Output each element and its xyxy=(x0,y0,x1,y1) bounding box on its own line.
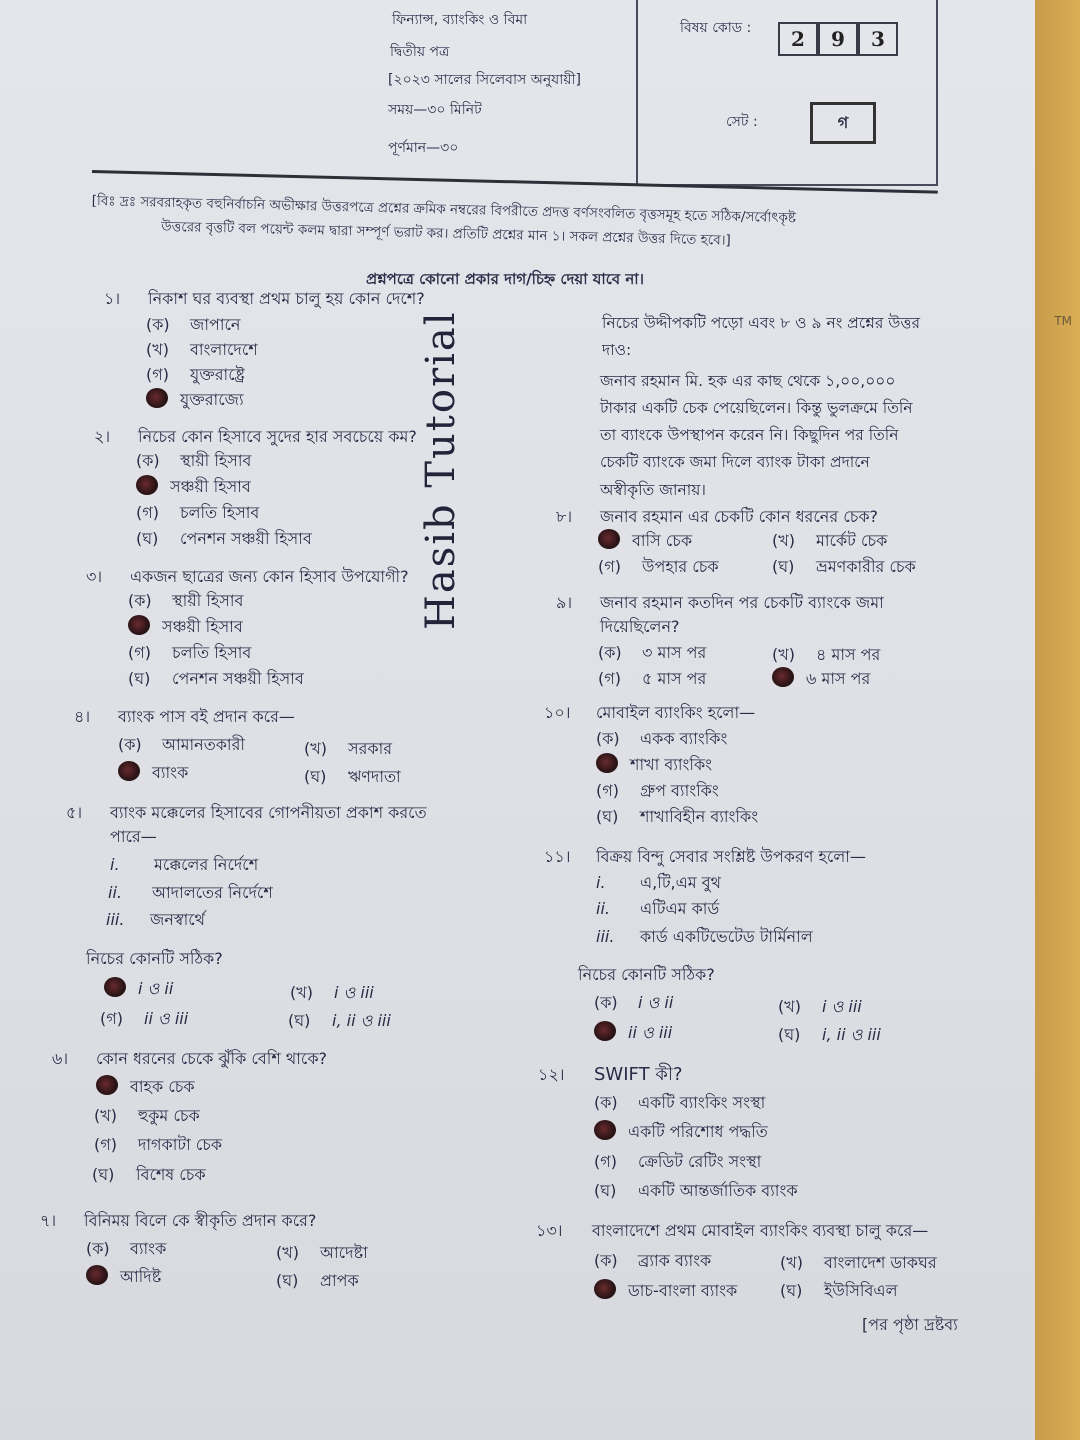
option-q1-b xyxy=(146,337,258,364)
option-q4-a xyxy=(118,732,245,759)
option-text: বাহক চেক xyxy=(130,1077,195,1096)
option-q1-d xyxy=(146,387,244,414)
question-text: একজন ছাত্রের জন্য কোন হিসাব উপযোগী? xyxy=(130,567,409,586)
question-number: ১। xyxy=(104,289,121,308)
option-text: i ও iii xyxy=(822,997,862,1016)
option-text: বিশেষ চেক xyxy=(136,1165,206,1184)
roman-label: ii. xyxy=(596,899,610,918)
option-label: (ঘ) xyxy=(128,669,151,688)
tm-mark: TM xyxy=(1054,314,1072,328)
option-label: (ঘ) xyxy=(596,807,619,826)
option-q6-c xyxy=(94,1132,222,1159)
option-label: (গ) xyxy=(128,643,151,662)
question-number: ৭। xyxy=(40,1211,57,1230)
option-text: পেনশন সঞ্চয়ী হিসাব xyxy=(180,529,312,548)
option-text: i ও iii xyxy=(334,983,374,1002)
option-label: (গ) xyxy=(596,781,619,800)
filled-bubble-icon xyxy=(104,977,126,997)
option-q3-b xyxy=(128,614,243,641)
option-text: চলতি হিসাব xyxy=(172,643,252,662)
option-label: (ক) xyxy=(594,993,618,1012)
question-text: জনাব রহমান কতদিন পর চেকটি ব্যাংকে জমা xyxy=(600,593,884,612)
option-text: ৪ মাস পর xyxy=(816,645,881,664)
option-text: চলতি হিসাব xyxy=(180,503,260,522)
option-q8-d xyxy=(772,554,916,581)
filled-bubble-icon xyxy=(146,388,168,408)
instructions-block xyxy=(91,190,952,258)
question-text: মোবাইল ব্যাংকিং হলো— xyxy=(596,703,756,722)
option-label: (ক) xyxy=(598,643,622,662)
option-text: বাসি চেক xyxy=(632,531,693,550)
question-number: ৫। xyxy=(66,803,83,822)
option-label: (ঘ) xyxy=(288,1011,311,1030)
option-label: (ক) xyxy=(594,1251,618,1270)
question-text: ব্যাংক মক্কেলের হিসাবের গোপনীয়তা প্রকাশ করতে xyxy=(110,803,427,822)
statement-i xyxy=(596,870,721,897)
option-q10-b xyxy=(596,752,712,779)
option-label: (ঘ) xyxy=(92,1165,115,1184)
filled-bubble-icon xyxy=(594,1120,616,1140)
option-label: (খ) xyxy=(276,1243,299,1262)
paper-label: দ্বিতীয় পত্র xyxy=(390,44,450,60)
option-text: একটি ব্যাংকিং সংস্থা xyxy=(638,1093,766,1112)
option-q9-c xyxy=(598,666,706,693)
code-digit: 9 xyxy=(818,22,858,56)
instruction-line: [বিঃ দ্রঃ সরবরাহকৃত বহুনির্বাচনি অভীক্ষার উত্তরপত্রে প্রশ্নের ক্রমিক নম্বরের বিপরীতে প্রদত্ত বর্ণসংবলিত বৃত্তসমূহ হতে সঠিক/সর্বোৎকৃষ্ট xyxy=(91,192,797,227)
option-text: যুক্তরাষ্ট্রে xyxy=(190,365,245,384)
option-text: ৬ মাস পর xyxy=(806,669,871,688)
option-q4-c xyxy=(118,760,188,787)
option-label: (ক) xyxy=(136,451,160,470)
option-label: (খ) xyxy=(780,1253,803,1272)
statement-ii xyxy=(108,880,273,907)
stimulus-line: জনাব রহমান মি. হক এর কাছ থেকে ১,০০,০০০ xyxy=(600,372,896,390)
option-q11-b xyxy=(778,994,862,1021)
which-correct-label: নিচের কোনটি সঠিক? xyxy=(578,965,715,984)
question-text-cont: দিয়েছিলেন? xyxy=(600,617,680,636)
question-number: ৪। xyxy=(74,707,91,726)
option-text: পেনশন সঞ্চয়ী হিসাব xyxy=(172,669,304,688)
option-text: স্থায়ী হিসাব xyxy=(172,591,244,610)
option-text: জাপানে xyxy=(190,315,241,334)
option-q7-b xyxy=(276,1240,368,1267)
option-q10-a xyxy=(596,726,727,753)
option-label: (গ) xyxy=(100,1009,123,1028)
option-q12-a xyxy=(594,1090,765,1117)
option-q2-c xyxy=(136,500,259,527)
option-text: ৫ মাস পর xyxy=(642,669,707,688)
option-label: (ঘ) xyxy=(276,1271,299,1290)
statement-ii xyxy=(596,896,719,923)
filled-bubble-icon xyxy=(136,475,158,495)
option-text: সরকার xyxy=(348,739,393,758)
question-number: ৬। xyxy=(52,1049,69,1068)
question-text: জনাব রহমান এর চেকটি কোন ধরনের চেক? xyxy=(600,507,879,526)
stimulus-line: অস্বীকৃতি জানায়। xyxy=(600,480,706,499)
option-q7-d xyxy=(276,1268,359,1295)
stimulus-intro xyxy=(602,310,944,364)
option-text: ডাচ-বাংলা ব্যাংক xyxy=(628,1281,738,1300)
option-q9-d xyxy=(772,666,870,693)
which-correct-label: নিচের কোনটি সঠিক? xyxy=(86,949,223,968)
handwritten-watermark: Hasib Tutorial xyxy=(418,310,464,630)
statement-iii xyxy=(106,907,205,934)
option-text: সঞ্চয়ী হিসাব xyxy=(162,617,243,636)
option-text: দাগকাটা চেক xyxy=(138,1135,223,1154)
statement-text: এ,টি,এম বুথ xyxy=(640,873,722,892)
option-text: একটি পরিশোধ পদ্ধতি xyxy=(628,1122,768,1141)
question-11 xyxy=(544,844,866,871)
option-label: (ঘ) xyxy=(136,529,159,548)
option-label: (খ) xyxy=(772,531,795,550)
filled-bubble-icon xyxy=(86,1265,108,1285)
statement-i xyxy=(110,852,258,879)
option-q4-d xyxy=(304,764,401,791)
code-digit: 2 xyxy=(778,22,818,56)
question-number: ৯। xyxy=(556,593,573,612)
option-text: ii ও iii xyxy=(144,1009,189,1028)
filled-bubble-icon xyxy=(594,1021,616,1041)
question-6 xyxy=(52,1046,327,1073)
option-text: উপহার চেক xyxy=(642,557,719,576)
option-label: (ঘ) xyxy=(772,557,795,576)
option-text: গ্রুপ ব্যাংকিং xyxy=(640,781,719,800)
option-q2-d xyxy=(136,526,312,553)
option-text: স্থায়ী হিসাব xyxy=(180,451,252,470)
option-q7-a xyxy=(86,1236,166,1263)
statement-text: মক্কেলের নির্দেশে xyxy=(154,855,259,874)
option-label: (ঘ) xyxy=(594,1181,617,1200)
option-q13-a xyxy=(594,1248,711,1275)
roman-label: i. xyxy=(596,873,606,892)
option-q3-d xyxy=(128,666,304,693)
question-10 xyxy=(544,700,755,727)
option-text: ইউসিবিএল xyxy=(824,1281,898,1300)
option-q10-d xyxy=(596,804,758,831)
option-text: i ও ii xyxy=(138,979,174,998)
roman-label: iii. xyxy=(596,927,615,946)
option-label: (খ) xyxy=(146,340,169,359)
option-label: (খ) xyxy=(778,997,801,1016)
option-text: একক ব্যাংকিং xyxy=(640,729,728,748)
option-label: (ঘ) xyxy=(304,767,327,786)
option-q11-d xyxy=(778,1022,881,1049)
option-label: (খ) xyxy=(290,983,313,1002)
question-text: নিচের কোন হিসাবে সুদের হার সবচেয়ে কম? xyxy=(138,427,417,446)
question-text: নিকাশ ঘর ব্যবস্থা প্রথম চালু হয় কোন দেশে? xyxy=(148,289,425,308)
question-text: ব্যাংক পাস বই প্রদান করে— xyxy=(118,707,295,726)
option-label: (গ) xyxy=(598,669,621,688)
roman-label: iii. xyxy=(106,910,125,929)
filled-bubble-icon xyxy=(598,529,620,549)
no-mark-notice: প্রশ্নপত্রে কোনো প্রকার দাগ/চিহ্ন দেয়া যাবে না। xyxy=(366,270,645,288)
set-value: গ xyxy=(810,102,876,144)
option-label: (ঘ) xyxy=(780,1281,803,1300)
option-text: আমানতকারী xyxy=(162,735,245,754)
option-q10-c xyxy=(596,778,719,805)
statement-text: এটিএম কার্ড xyxy=(640,899,720,918)
option-text: ক্রেডিট রেটিং সংস্থা xyxy=(638,1152,762,1171)
question-text-cont: পারে— xyxy=(110,827,157,846)
option-q2-a xyxy=(136,448,251,475)
option-text: বাংলাদেশে xyxy=(190,340,258,359)
question-text: কোন ধরনের চেকে ঝুঁকি বেশি থাকে? xyxy=(96,1049,328,1068)
question-number: ৩। xyxy=(86,567,103,586)
question-text: বাংলাদেশে প্রথম মোবাইল ব্যাংকিং ব্যবস্থা চালু করে— xyxy=(592,1221,929,1240)
option-label: (গ) xyxy=(94,1135,117,1154)
option-q1-a xyxy=(146,312,240,339)
stimulus-intro-line: দাও: xyxy=(602,341,632,360)
option-label: (ক) xyxy=(128,591,152,610)
option-label: (ক) xyxy=(118,735,142,754)
option-q12-d xyxy=(594,1178,798,1205)
option-q5-c xyxy=(100,1006,188,1033)
option-text: ব্র্যাক ব্যাংক xyxy=(638,1251,712,1270)
question-8 xyxy=(556,504,878,531)
stimulus-line: চেকটি ব্যাংকে জমা দিলে ব্যাংক টাকা প্রদানে xyxy=(600,453,870,472)
question-2 xyxy=(94,424,417,451)
statement-iii xyxy=(596,924,813,951)
question-4 xyxy=(74,704,295,731)
option-q2-b xyxy=(136,474,251,501)
option-q6-b xyxy=(94,1103,200,1130)
stimulus-line: তা ব্যাংকে উপস্থাপন করেন নি। কিছুদিন পর তিনি xyxy=(600,426,899,445)
question-9 xyxy=(556,590,884,617)
option-q5-d xyxy=(288,1008,391,1035)
question-number: ১৩। xyxy=(536,1221,563,1240)
question-number: ১০। xyxy=(544,703,571,722)
option-label: (ক) xyxy=(596,729,620,748)
option-q13-d xyxy=(780,1278,898,1305)
option-text: সঞ্চয়ী হিসাব xyxy=(170,477,251,496)
instruction-line: উত্তরের বৃত্তটি বল পয়েন্ট কলম দ্বারা সম্পূর্ণ ভরাট কর। প্রতিটি প্রশ্নের মান ১। সকল প্রশ্নের উত্তর দিতে হবে।] xyxy=(160,218,731,249)
full-marks-label: পূর্ণমান—৩০ xyxy=(388,140,459,156)
option-q6-d xyxy=(92,1162,206,1189)
time-label: সময়—৩০ মিনিট xyxy=(388,102,482,118)
filled-bubble-icon xyxy=(772,667,794,687)
option-label: (গ) xyxy=(598,557,621,576)
question-7 xyxy=(40,1208,316,1235)
option-text: শাখাবিহীন ব্যাংকিং xyxy=(640,807,759,826)
question-1 xyxy=(104,286,425,313)
question-13 xyxy=(536,1218,928,1245)
option-text: ii ও iii xyxy=(628,1023,673,1042)
option-q3-a xyxy=(128,588,243,615)
question-number: ১১। xyxy=(544,847,571,866)
option-q9-b xyxy=(772,642,880,669)
option-label: (খ) xyxy=(772,645,795,664)
option-text: i ও ii xyxy=(638,993,674,1012)
option-q1-c xyxy=(146,362,245,389)
syllabus-note: [২০২৩ সালের সিলেবাস অনুযায়ী] xyxy=(388,72,582,88)
option-q8-a xyxy=(598,528,692,555)
option-label: (গ) xyxy=(146,365,169,384)
statement-text: কার্ড একটিভেটেড টার্মিনাল xyxy=(640,927,813,946)
question-text: বিনিময় বিলে কে স্বীকৃতি প্রদান করে? xyxy=(84,1211,317,1230)
option-text: i, ii ও iii xyxy=(332,1011,391,1030)
option-text: হুকুম চেক xyxy=(138,1106,200,1125)
filled-bubble-icon xyxy=(594,1279,616,1299)
option-text: ঋণদাতা xyxy=(348,767,401,786)
option-label: (ক) xyxy=(146,315,170,334)
option-q13-b xyxy=(780,1250,937,1277)
option-text: প্রাপক xyxy=(320,1271,359,1290)
stimulus-intro-line: নিচের উদ্দীপকটি পড়ো এবং ৮ ও ৯ নং প্রশ্নের উত্তর xyxy=(602,314,920,332)
question-12 xyxy=(538,1060,683,1091)
option-text: ব্যাংক xyxy=(130,1239,167,1258)
roman-label: i. xyxy=(110,855,120,874)
question-text: SWIFT কী? xyxy=(594,1064,683,1085)
option-q6-a xyxy=(96,1074,195,1101)
question-number: ২। xyxy=(94,427,111,446)
question-3 xyxy=(86,564,409,591)
option-q8-c xyxy=(598,554,719,581)
option-text: বাংলাদেশ ডাকঘর xyxy=(824,1253,937,1272)
option-q9-a xyxy=(598,640,706,667)
option-q8-b xyxy=(772,528,887,555)
option-text: আদিষ্ট xyxy=(120,1267,162,1286)
option-q12-b xyxy=(594,1119,768,1146)
option-text: i, ii ও iii xyxy=(822,1025,881,1044)
filled-bubble-icon xyxy=(118,761,140,781)
option-q5-b xyxy=(290,980,374,1007)
option-text: ভ্রমণকারীর চেক xyxy=(816,557,916,576)
question-text: বিক্রয় বিন্দু সেবার সংশ্লিষ্ট উপকরণ হলো— xyxy=(596,847,866,866)
stimulus-passage xyxy=(600,368,946,504)
statement-text: জনস্বার্থে xyxy=(150,910,206,929)
option-text: মার্কেট চেক xyxy=(816,531,888,550)
option-q4-b xyxy=(304,736,392,763)
subject-code-label: বিষয় কোড : xyxy=(680,20,752,36)
filled-bubble-icon xyxy=(596,753,618,773)
option-q3-c xyxy=(128,640,251,667)
option-q12-c xyxy=(594,1149,761,1176)
option-q13-c xyxy=(594,1278,737,1305)
option-label: (ঘ) xyxy=(778,1025,801,1044)
stimulus-line: টাকার একটি চেক পেয়েছিলেন। কিন্তু ভুলক্রমে তিনি xyxy=(600,399,913,418)
option-label: (ক) xyxy=(86,1239,110,1258)
question-5 xyxy=(66,800,427,827)
option-label: (খ) xyxy=(304,739,327,758)
roman-label: ii. xyxy=(108,883,122,902)
option-label: (গ) xyxy=(594,1152,617,1171)
option-text: ৩ মাস পর xyxy=(642,643,707,662)
option-q5-a xyxy=(104,976,173,1003)
option-text: আদেষ্টা xyxy=(320,1243,368,1262)
option-label: (ক) xyxy=(594,1093,618,1112)
next-page-note: [পর পৃষ্ঠা দ্রষ্টব্য xyxy=(862,1315,958,1334)
option-text: একটি আন্তর্জাতিক ব্যাংক xyxy=(638,1181,798,1200)
filled-bubble-icon xyxy=(128,615,150,635)
subject-title: ফিন্যান্স, ব্যাংকিং ও বিমা xyxy=(392,12,528,28)
desk-background xyxy=(1035,0,1080,1440)
statement-text: আদালতের নির্দেশে xyxy=(152,883,273,902)
subject-code-box xyxy=(636,0,938,186)
option-text: যুক্তরাজ্যে xyxy=(180,390,244,409)
option-label: (খ) xyxy=(94,1106,117,1125)
set-label: সেট : xyxy=(726,114,758,130)
option-q11-a xyxy=(594,990,673,1017)
option-text: ব্যাংক xyxy=(152,763,189,782)
option-q7-c xyxy=(86,1264,161,1291)
question-number: ৮। xyxy=(556,507,573,526)
code-digit: 3 xyxy=(858,22,898,56)
option-q11-c xyxy=(594,1020,672,1047)
question-number: ১২। xyxy=(538,1065,565,1084)
filled-bubble-icon xyxy=(96,1075,118,1095)
option-label: (গ) xyxy=(136,503,159,522)
option-text: শাখা ব্যাংকিং xyxy=(630,755,713,774)
